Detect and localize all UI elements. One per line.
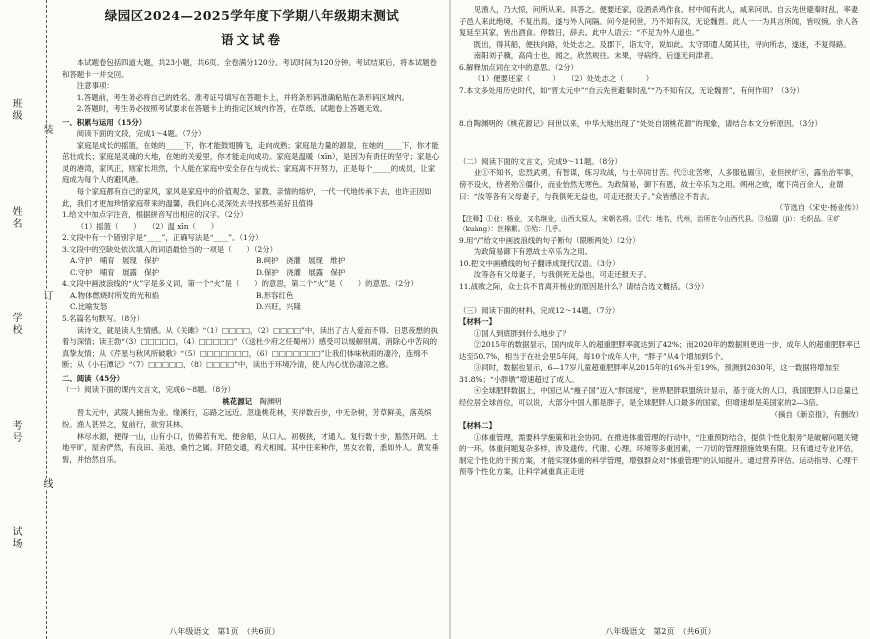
margin-label-exam-room: 试场: [10, 526, 21, 550]
material-1-para-4: ④全球肥胖数据上，中国已从“瘦子国”迈入“胖国度”，世界肥胖联盟统计显示，基于庞大的人口，我国肥胖人口总量已经位居全球首位，可以说，大部分中国人都是胖子，是全球肥胖人口最多的国家，但增速却是美国家的2—3倍。: [459, 386, 859, 407]
exam-title: 绿园区2024—2025学年度下学期八年级期末测试: [104, 8, 400, 23]
binding-dashed-line: [46, 0, 47, 639]
section-2-heading: 二、阅读（45分）: [62, 373, 125, 383]
question-4-options: [62, 290, 442, 313]
reading-2-intro: （二）阅读下面的文言文，完成9～11题。（8分）: [459, 156, 622, 166]
material-1-para-1: ①国人到底胖到什么地步了？: [473, 328, 570, 338]
text-author: 陶渊明: [259, 396, 282, 406]
question-4: 4.文段中画波浪线的“火”字是多义词，第一个“火”是（ ）的意思，第二个“火”是（ ）的意思。（2分）: [62, 279, 418, 289]
margin-mark-ding: 订: [41, 290, 52, 302]
passage-paragraph-1: 家庭是成长的摇篮，在她的_____下，你才能鼓翅腾飞，走向成熟；家庭是力量的源泉，在她的_____下，你才能茁壮成长；家庭是灵魂的大地，在她的关爱里，你才能走向成功。家庭是温暖（xīn），是因为有责任的坚守；家是心灵的港湾，家风正，则家长坦然，个人能在家庭中安全存在与成长；家庭离不开努力，正是每个_____的成员，让家庭成为每个人的避风港。: [62, 140, 440, 185]
margin-label-school: 学校: [10, 312, 21, 336]
question-9: 9.用“/”给文中画波浪线的句子断句（限断两处）（2分）: [459, 235, 640, 245]
question-6: 6.解释加点词在文中的意思。（2分）: [459, 62, 578, 72]
question-11: 11.战败之际，众士兵不肯离开杨业的原因是什么？请结合选文概括。（3分）: [459, 282, 709, 292]
material-1-heading: 【材料一】: [459, 317, 496, 327]
page-1-content: [62, 4, 442, 465]
margin-label-exam-number: 考号: [10, 420, 21, 444]
page-2-footer: 八年级语文 第2页 （共6页）: [605, 627, 716, 636]
page-2: [451, 0, 870, 639]
classical-text-para-3: 见渔人，乃大惊，问所从来。具答之。便要还家，设酒杀鸡作食。村中闻有此人，咸来问讯。自云先世避秦时乱，率妻子邑人来此绝境，不复出焉，遂与外人间隔。问今是何世，乃不知有汉，无论魏晋。此人一一为具言所闻，皆叹惋。余人各复延至其家，皆出酒食。停数日，辞去。此中人语云：“不足为外人道也。”: [459, 5, 859, 38]
question-3-options: [62, 255, 442, 278]
margin-label-name: 姓名: [10, 206, 21, 230]
answer-space-8: [459, 130, 863, 156]
material-1-para-2: ②2015年的数据显示，国内成年人的超重肥胖率就达到了42%；而2020年的数据则更进一步，成年人的超重肥胖率已达至50.7%，相当于在社会里5年间，每10个成年人中，“胖子”从4个增加到5个。: [459, 340, 861, 361]
q4-option-a: A.物体燃烧时所发的光和焰: [70, 290, 159, 300]
exam-intro: 本试题卷包括四道大题，共23小题，共6页。全卷满分120分。考试时间为120分钟。考试结束后，将本试题卷和答题卡一并交回。: [62, 58, 437, 79]
q3-option-b: B.呵护 浇灌 展现 维护: [256, 256, 346, 266]
question-10-sentence: 汝等各有父母妻子，与我俱死无益也，可走还报天子。: [473, 270, 652, 280]
notice-heading: 注意事项：: [76, 81, 114, 91]
question-7: 7.本文多处用历史时代，如“晋太元中”“自云先世避秦时乱”“乃不知有汉，无论魏晋”，有何作用？（3分）: [459, 85, 804, 95]
text-title: 桃花源记: [222, 396, 252, 406]
classical-text-title: [62, 396, 442, 408]
material-1-para-3: ③同时，数据也显示，6—17岁儿童超重肥胖率从2015年的16%升至19%，预测到2030年，这一数据将增加至31.8%；“小胖墩”增速超过了成人。: [459, 363, 840, 384]
annotations: 【注释】①业：杨业，又名继业，山西太原人，宋朝名将。②代：地名，代州，治所在今山西代县。③毡罽（jì）：毛织品。④纩（kuàng）：丝棉絮。⑤殆：几乎。: [459, 214, 841, 234]
q3-option-a: A.守护 哺育 展现 保护: [70, 256, 159, 266]
question-5-recitation: 读诗文，就是读人生情感。从《关雎》“（1）□□□□，（2）□□□□”中，读出了古人爱而不得、日思夜想的执着与深情；读王勃“（3）□□□□□，（4）□□□□□”（《送杜少府之任蜀州》）感受可以缓解别离，消除心中苦闷的真挚友情；从《芹星与秋风所破歌》“（5）□□□□□□□，（6）□□□□□□□”让我们体味秋雨的凄冷，连绵不断；从《小石潭记》“（7）□□□□□，（8）□□□□”中，读出于环境冷清，使人内心忧伤凄凉之感。: [62, 325, 438, 370]
page-1-footer: 八年级语文 第1页 （共6页）: [169, 627, 280, 636]
classical-text-para-5: 南阳刘子骥，高尚士也，闻之，欣然规往。未果，寻病终。后遂无问津者。: [473, 51, 718, 61]
material-1-source: （摘自《新京报》，有删改）: [770, 409, 863, 419]
question-1: 1.给文中加点字注音，根据拼音写出相应的汉字。（2分）: [62, 210, 248, 220]
classical-text-para-1: 晋太元中，武陵人捕鱼为业。缘溪行，忘路之远近。忽逢桃花林，夹岸数百步，中无杂树，芳草鲜美，落英缤纷。渔人甚异之，复前行，欲穷其林。: [62, 408, 432, 429]
material-2-heading: 【材料二】: [459, 421, 496, 431]
q4-option-b: B.形容红色: [256, 290, 294, 300]
question-group-intro: 阅读下面的文段，完成1～4题。（7分）: [76, 129, 206, 139]
exam-subtitle: 语文试卷: [220, 31, 283, 47]
question-8: 8.自陶渊明的《桃花源记》问世以来，中华大地出现了“处处自诩桃花源”的现象，请结合本文分析原因。（3分）: [459, 119, 822, 129]
margin-mark-xian: 线: [41, 478, 52, 490]
q3-option-c: C.守护 哺育 展露 保护: [70, 267, 160, 277]
question-5: 5.名篇名句默写。（8分）: [62, 314, 144, 324]
question-1-blanks: （1）摇篮（ ） （2）温 xīn（ ）: [76, 221, 219, 231]
classical-text-para-2: 林尽水源，便得一山，山有小口，仿佛若有光。便舍船，从口入。初极狭，才通人。复行数十步，豁然开朗。土地平旷，屋舍俨然，有良田、美池、桑竹之属。阡陌交通，鸡犬相闻。其中往来种作，男女衣着，悉如外人。黄发垂髫，并怡然自乐。: [62, 431, 439, 464]
question-3: 3.文段中的空缺处依次填入的词语最恰当的一项是（ ）（2分）: [62, 244, 277, 254]
answer-space-7: [459, 96, 863, 118]
passage-paragraph-2: 每个家庭都有自己的家风，家风是家庭中的价值观念、家教、亲情的熔炉，一代一代地传承下去，也许正因如此，我们才更加珍惜家庭带来的温馨，我们向心灵深处去寻找那些美好且值得: [62, 187, 432, 208]
question-2: 2.文段中有一个错别字是“____”，正确写法是“____”。（1分）: [62, 233, 263, 243]
answer-space-11: [459, 293, 863, 305]
classical-text-yangye: 业①不知书，忠烈武勇，有智谋，练习攻战，与士卒同甘苦。代②北苦寒，人多服毡罽③，业但挟纩④，露坐治军事，傍不设火，侍者殆⑤僵仆，而业怡然无寒色。为政简易，御下有恩，故士卒乐为之用。朔州之败，麾下尚百余人，业谓曰：“汝等各有父母妻子，与我俱死无益也，可走还报天子。”众皆感泣不肯去。: [459, 168, 859, 201]
classical-text-para-4: 既出，得其船，便扶向路，处处志之。及郡下，诣太守，说如此。太守即遣人随其往，寻向所志，遂迷，不复得路。: [473, 39, 851, 49]
q3-option-d: D.保护 浇灌 展露 保护: [256, 267, 346, 277]
question-9-sentence: 为政简易御下有恩故士卒乐为之用。: [473, 247, 593, 257]
section-1-heading: 一、积累与运用（15分）: [62, 117, 147, 127]
question-6-blanks: （1）便要还家（ ） （2）处处志之（ ）: [473, 74, 654, 84]
reading-3-intro: （三）阅读下面的材料，完成12～14题。（7分）: [459, 305, 620, 315]
notice-1: 1.答题前，考生务必将自己的姓名、准考证号填写在答题卡上，并将条形码准确粘贴在条形码区域内。: [76, 92, 410, 102]
notice-2: 2.答题时，考生务必按照考试要求在答题卡上的指定区域内作答，在草纸、试题卷上答题无效。: [76, 104, 387, 114]
question-10: 10.把文中画横线的句子翻译成现代汉语。（3分）: [459, 258, 620, 268]
page-2-content: [459, 4, 863, 478]
reading-1-intro: （一）阅读下面的课内文言文，完成6～8题。（8分）: [62, 385, 236, 395]
q4-option-c: C.比喻发怒: [70, 302, 108, 312]
text-source: （节选自《宋史·杨业传》）: [775, 203, 863, 213]
margin-mark-zhuang: 装: [41, 124, 52, 136]
q4-option-d: D.兴旺，兴隆: [256, 302, 301, 312]
binding-margin: [0, 0, 58, 639]
margin-label-class: 班级: [10, 98, 21, 122]
material-2-para-1: ①体重管理，需要科学施策和社会协同。在推进体重管理的行动中，“注重预防结合，提供个性化服务”是破解问题关键的一环。体重问题复杂多样，涉及遗传、代谢、心理、环境等多重因素，一刀切的管理措施效果有限。只有通过专业评估，制定个性化的干预方案，才能实现体重的科学管理，增强群众对“体重管理”的认知提升。通过营养评估、运动指导、心理干预等个性化方案，让科学减重真正走进: [459, 432, 859, 477]
